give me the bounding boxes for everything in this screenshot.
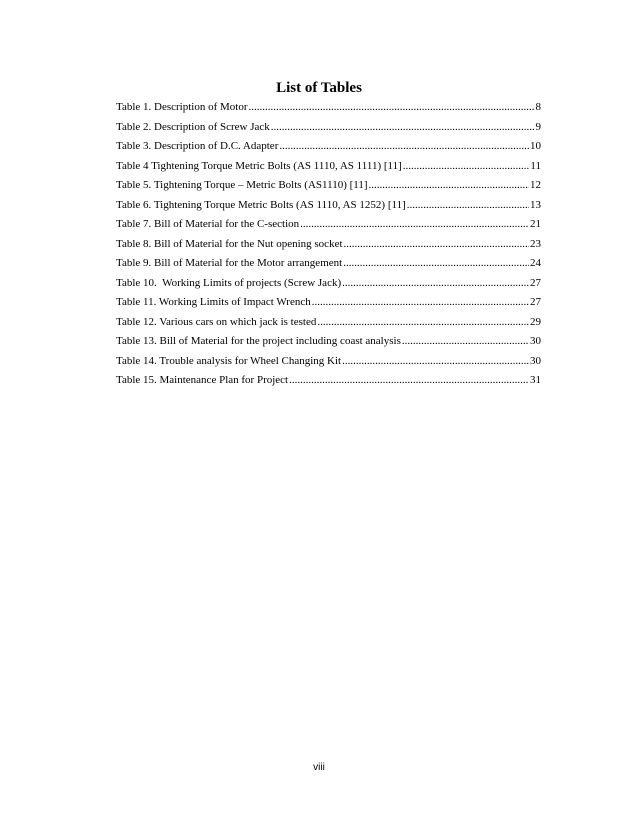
toc-entry-page: 10 [530, 140, 541, 152]
dot-leader [343, 257, 529, 269]
dot-leader [317, 316, 529, 328]
dot-leader [369, 179, 529, 191]
dot-leader [402, 335, 529, 347]
dot-leader [342, 355, 529, 367]
toc-entry-page: 30 [530, 335, 541, 347]
toc-entry-label: Table 2. Description of Screw Jack [116, 120, 270, 133]
list-of-tables [116, 101, 541, 394]
toc-entry-page: 23 [530, 237, 541, 250]
toc-entry-label: Table 9. Bill of Material for the Motor arrangement [116, 257, 343, 269]
toc-entry-9[interactable] [116, 257, 541, 277]
toc-entry-3[interactable] [116, 140, 541, 160]
toc-entry-page: 24 [530, 257, 541, 269]
toc-entry-page: 27 [530, 276, 541, 289]
toc-entry-page: 13 [530, 198, 541, 211]
toc-entry-label: Table 4 Tightening Torque Metric Bolts (AS 1110, AS 1111) [11] [116, 159, 402, 172]
toc-entry-14[interactable] [116, 355, 541, 375]
page-number: viii [313, 762, 325, 773]
toc-entry-label: Table 8. Bill of Material for the Nut opening socket [116, 237, 343, 250]
toc-entry-page: 11 [530, 159, 541, 172]
toc-entry-8[interactable] [116, 238, 541, 258]
toc-entry-label: Table 10. Working Limits of projects (Screw Jack) [116, 276, 342, 289]
dot-leader [279, 140, 529, 152]
toc-entry-2[interactable] [116, 121, 541, 141]
page-title: List of Tables [276, 80, 362, 97]
dot-leader [403, 160, 530, 172]
toc-entry-label: Table 1. Description of Motor [116, 101, 248, 113]
toc-entry-1[interactable] [116, 101, 541, 121]
dot-leader [249, 101, 535, 113]
dot-leader [312, 296, 529, 308]
dot-leader [342, 277, 529, 289]
toc-entry-label: Table 7. Bill of Material for the C-section [116, 218, 300, 230]
toc-entry-page: 9 [535, 120, 541, 133]
toc-entry-page: 8 [535, 101, 541, 113]
toc-entry-13[interactable] [116, 335, 541, 355]
toc-entry-12[interactable] [116, 316, 541, 336]
toc-entry-label: Table 5. Tightening Torque – Metric Bolts (AS1110) [11] [116, 179, 368, 191]
toc-entry-page: 27 [530, 296, 541, 308]
toc-entry-label: Table 13. Bill of Material for the project including coast analysis [116, 335, 401, 347]
toc-entry-label: Table 12. Various cars on which jack is tested [116, 315, 317, 328]
toc-entry-page: 21 [530, 218, 541, 230]
dot-leader [407, 199, 529, 211]
toc-entry-4[interactable] [116, 160, 541, 180]
toc-entry-label: Table 11. Working Limits of Impact Wrench [116, 296, 311, 308]
toc-entry-6[interactable] [116, 199, 541, 219]
toc-entry-11[interactable] [116, 296, 541, 316]
toc-entry-5[interactable] [116, 179, 541, 199]
dot-leader [300, 218, 529, 230]
dot-leader [271, 121, 535, 133]
toc-entry-15[interactable] [116, 374, 541, 394]
toc-entry-7[interactable] [116, 218, 541, 238]
toc-entry-page: 12 [530, 179, 541, 191]
dot-leader [289, 374, 529, 386]
dot-leader [344, 238, 529, 250]
toc-entry-page: 31 [530, 374, 541, 386]
toc-entry-page: 29 [530, 315, 541, 328]
toc-entry-page: 30 [530, 354, 541, 367]
toc-entry-label: Table 6. Tightening Torque Metric Bolts (AS 1110, AS 1252) [11] [116, 198, 406, 211]
toc-entry-label: Table 14. Trouble analysis for Wheel Changing Kit [116, 354, 342, 367]
toc-entry-label: Table 3. Description of D.C. Adapter [116, 140, 279, 152]
toc-entry-label: Table 15. Maintenance Plan for Project [116, 374, 289, 386]
toc-entry-10[interactable] [116, 277, 541, 297]
